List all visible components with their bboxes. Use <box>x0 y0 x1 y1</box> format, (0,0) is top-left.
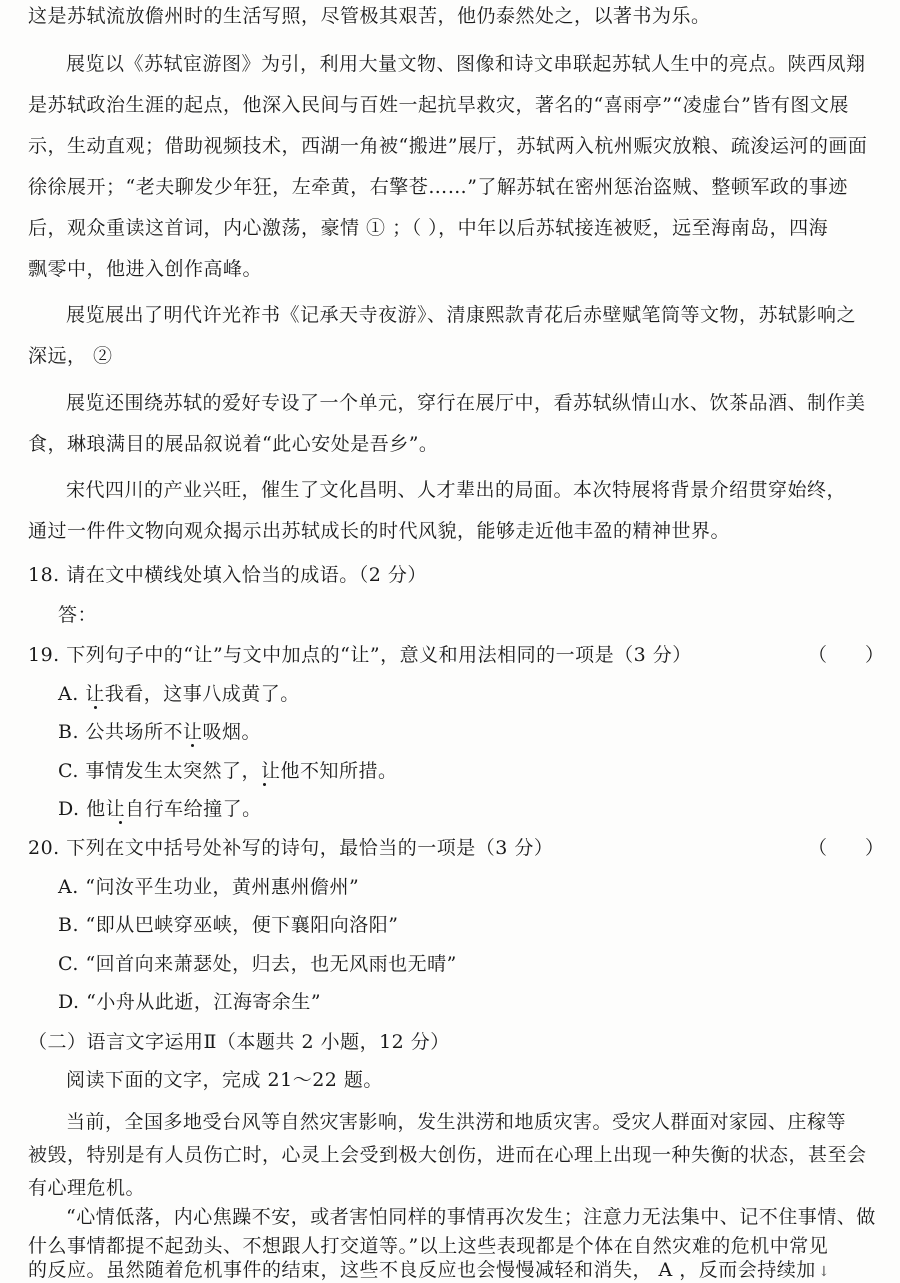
passage1-line-9: 深远， ② <box>28 345 113 367</box>
question-19-option-a[interactable]: A. 让我看，这事八成黄了。 <box>58 683 300 705</box>
passage2-line-6: 的反应。虽然随着危机事件的结束，这些不良反应也会慢慢减轻和消失， A ，反而会持续加 <box>28 1259 816 1281</box>
question-20-option-c[interactable]: C. “回首向来萧瑟处，归去，也无风雨也无晴” <box>58 953 457 975</box>
passage1-line-4: 示，生动直观；借助视频技术，西湖一角被“搬进”展厅，苏轼两入杭州赈灾放粮、疏浚运河的画面 <box>28 135 868 157</box>
passage1-line-7: 飘零中，他进入创作高峰。 <box>28 258 263 280</box>
section-2-instruction: 阅读下面的文字，完成 21～22 题。 <box>66 1069 383 1091</box>
question-20-answer-bracket[interactable]: （ ） <box>808 837 885 859</box>
section-2-title: （二）语言文字运用Ⅱ（本题共 2 小题，12 分） <box>28 1031 450 1053</box>
passage1-line-11: 食，琳琅满目的展品叙说着“此心安处是吾乡”。 <box>28 433 439 455</box>
passage1-line-5: 徐徐展开；“老夫聊发少年狂，左牵黄，右擎苍……”了解苏轼在密州惩治盗贼、整顿军政的事迹 <box>28 176 848 198</box>
question-19-answer-bracket[interactable]: （ ） <box>808 644 885 666</box>
passage2-line-4: “心情低落，内心焦躁不安，或者害怕同样的事情再次发生；注意力无法集中、记不住事情、做 <box>66 1206 876 1228</box>
passage1-line-2: 展览以《苏轼宦游图》为引，利用大量文物、图像和诗文串联起苏轼人生中的亮点。陕西凤翔 <box>66 53 866 75</box>
question-20-option-b[interactable]: B. “即从巴峡穿巫峡，便下襄阳向洛阳” <box>58 914 399 936</box>
passage1-line-3: 是苏轼政治生涯的起点，他深入民间与百姓一起抗旱救灾，著名的“喜雨亭”“凌虚台”皆有图文展 <box>28 94 849 116</box>
question-19-option-d[interactable]: D. 他让自行车给撞了。 <box>58 798 262 820</box>
passage2-line-2: 被毁，特别是有人员伤亡时，心灵上会受到极大创伤，进而在心理上出现一种失衡的状态，甚至会 <box>28 1144 867 1166</box>
passage1-line-10: 展览还围绕苏轼的爱好专设了一个单元，穿行在展厅中，看苏轼纵情山水、饮茶品酒、制作美 <box>66 392 866 414</box>
question-18-stem: 18. 请在文中横线处填入恰当的成语。（2 分） <box>28 564 427 586</box>
passage1-line-6: 后，观众重读这首词，内心激荡，豪情 ① ；（ ），中年以后苏轼接连被贬，远至海南岛，四海 <box>28 217 829 239</box>
emphasis-dot <box>263 783 266 786</box>
question-19-option-b[interactable]: B. 公共场所不让吸烟。 <box>58 721 262 743</box>
passage1-line-8: 展览展出了明代许光祚书《记承天寺夜游》、清康熙款青花后赤壁赋笔筒等文物，苏轼影响之 <box>66 304 857 326</box>
question-19-stem: 19. 下列句子中的“让”与文中加点的“让”，意义和用法相同的一项是（3 分） <box>28 644 692 666</box>
emphasis-dot <box>119 821 122 824</box>
emphasis-dot <box>94 706 97 709</box>
passage1-line-12: 宋代四川的产业兴旺，催生了文化昌明、人才辈出的局面。本次特展将背景介绍贯穿始终， <box>66 479 847 501</box>
question-20-option-a[interactable]: A. “问汝平生功业，黄州惠州儋州” <box>58 876 360 898</box>
passage2-line-5: 什么事情都提不起劲头、不想跟人打交道等。”以上这些表现都是个体在自然灾难的危机中常见 <box>28 1235 829 1257</box>
question-19-option-c[interactable]: C. 事情发生太突然了，让他不知所措。 <box>58 760 398 782</box>
emphasis-dot <box>191 744 194 747</box>
question-20-stem: 20. 下列在文中括号处补写的诗句，最恰当的一项是（3 分） <box>28 837 554 859</box>
question-18-answer-label: 答： <box>58 604 98 626</box>
passage1-line-1: 这是苏轼流放儋州时的生活写照，尽管极其艰苦，他仍泰然处之，以著书为乐。 <box>28 5 711 27</box>
continue-arrow-icon: ↓ <box>818 1264 830 1280</box>
passage1-line-13: 通过一件件文物向观众揭示出苏轼成长的时代风貌，能够走近他丰盈的精神世界。 <box>28 520 731 542</box>
passage2-line-1: 当前，全国多地受台风等自然灾害影响，发生洪涝和地质灾害。受灾人群面对家园、庄稼等 <box>66 1111 847 1133</box>
question-20-option-d[interactable]: D. “小舟从此逝，江海寄余生” <box>58 991 322 1013</box>
passage2-line-3: 有心理危机。 <box>28 1177 146 1199</box>
